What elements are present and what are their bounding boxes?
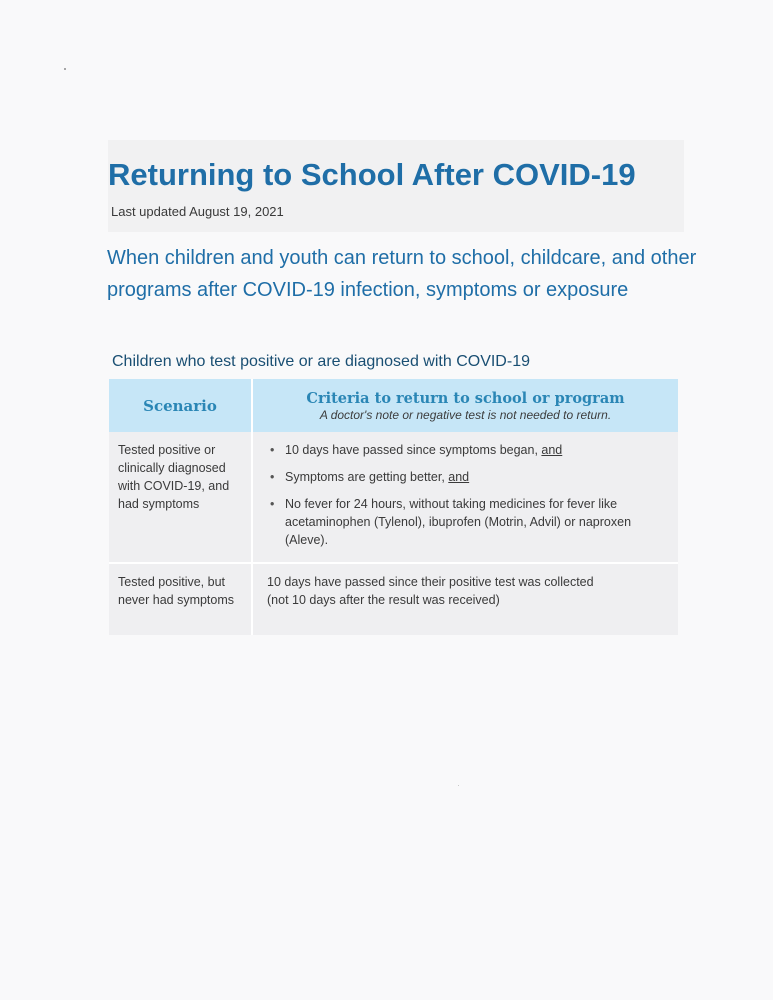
section-heading: Children who test positive or are diagnosed with COVID-19 xyxy=(112,353,530,370)
criteria-cell xyxy=(252,563,678,635)
list-item xyxy=(285,495,666,549)
criteria-text: 10 days have passed since their positive test was collected xyxy=(267,575,594,589)
scenario-column-header: Scenario xyxy=(109,379,252,432)
criteria-text: 10 days have passed since symptoms began, xyxy=(285,443,542,457)
criteria-header-title: Criteria to return to school or program xyxy=(306,389,625,407)
scan-speck xyxy=(458,785,459,786)
scan-speck xyxy=(64,68,66,70)
list-item xyxy=(285,441,666,459)
criteria-text: No fever for 24 hours, without taking medicines for fever like acetaminophen (Tylenol), ibuprofen (Motrin, Advil) or naproxen (Aleve). xyxy=(285,497,632,547)
list-item xyxy=(285,468,666,486)
criteria-text: (not 10 days after the result was received) xyxy=(267,593,500,607)
page-subtitle: When children and youth can return to school, childcare, and other programs after COVID-19 infection, symptoms or exposure xyxy=(107,247,697,301)
scenario-cell: Tested positive, but never had symptoms xyxy=(109,563,252,635)
last-updated: Last updated August 19, 2021 xyxy=(111,204,284,219)
return-criteria-table xyxy=(109,379,678,635)
table-row xyxy=(109,563,678,635)
table-row xyxy=(109,432,678,563)
table-header-row xyxy=(109,379,678,432)
page-title: Returning to School After COVID-19 xyxy=(108,157,636,192)
criteria-list xyxy=(267,441,666,549)
criteria-header-note: A doctor's note or negative test is not needed to return. xyxy=(319,407,612,422)
criteria-conjunction: and xyxy=(448,470,470,484)
criteria-text: Symptoms are getting better, xyxy=(285,470,449,484)
criteria-conjunction: and xyxy=(541,443,563,457)
scenario-cell: Tested positive or clinically diagnosed with COVID-19, and had symptoms xyxy=(109,432,252,563)
criteria-column-header xyxy=(252,379,678,432)
criteria-cell xyxy=(252,432,678,563)
